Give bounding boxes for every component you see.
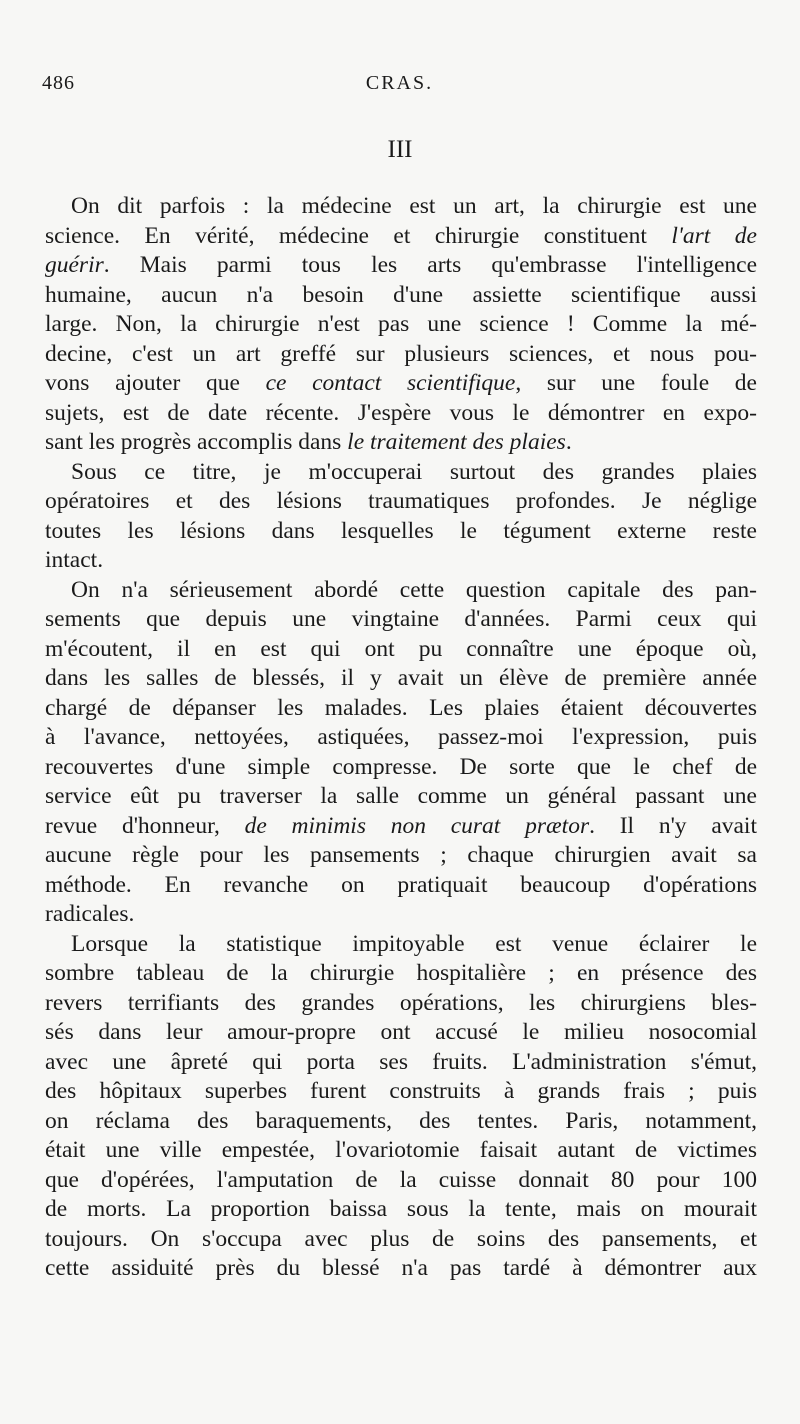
text-run: On dit parfois : la médecine est un art, la chirurgie est une [71,193,757,219]
running-head: CRAS. [365,72,434,94]
text-line [45,546,757,576]
text-run: était une ville empestée, l'ovariotomie faisait autant de victimes [45,1137,757,1163]
text-run: m'écoutent, il en est qui ont pu connaître une époque où, [45,635,757,662]
text-run: sant les progrès accomplis dans [45,429,348,455]
text-run: decine, c'est un art greffé sur plusieurs sciences, et nous pou- [45,340,757,367]
text-run: sombre tableau de la chirurgie hospitalière ; en présence des [45,960,757,986]
text-line [45,782,757,812]
text-run: toutes les lésions dans lesquelles le tégument externe reste [45,517,757,544]
text-line [45,753,757,783]
text-run: sements que depuis une vingtaine d'années. Parmi ceux qui [45,606,757,632]
text-line [45,1018,757,1048]
text-run: des hôpitaux superbes furent construits à grands frais ; puis [45,1078,757,1104]
page-number: 486 [42,72,75,94]
text-line [45,900,757,930]
text-line [45,812,757,842]
text-run: méthode. En revanche on pratiquait beaucoup d'opérations [45,871,757,898]
text-line [45,605,757,635]
text-run: toujours. On s'occupa avec plus de soins des pansements, et [45,1225,757,1252]
text-run: on réclama des baraquements, des tentes. Paris, notamment, [45,1107,757,1134]
section-title: III [387,136,413,163]
text-line [45,340,757,370]
text-line [45,723,757,753]
text-line [45,1077,757,1107]
text-run: aucune règle pour les pansements ; chaque chirurgien avait sa [45,842,757,868]
italic-run: l'art de [671,222,757,249]
text-run: sujets, est de date récente. J'espère vous le démontrer en expo- [45,399,757,426]
text-run: Lorsque la statistique impitoyable est venue éclairer le [71,930,757,957]
text-run: revue d'honneur, [45,812,245,839]
text-run: vons ajouter que [45,370,266,396]
text-line [45,841,757,871]
text-run: Sous ce titre, je m'occuperai surtout des grandes plaies [71,458,757,485]
text-run: dans les salles de blessés, il y avait un élève de première année [45,665,757,691]
text-line [45,1225,757,1255]
paragraph [45,930,757,1284]
text-run: . Il n'y avait [589,812,757,839]
italic-run: de minimis non curat prætor [244,812,590,839]
text-line [45,989,757,1019]
text-line [45,959,757,989]
text-run: chargé de dépanser les malades. Les plaies étaient découvertes [45,694,757,721]
italic-run: ce contact scientifique [265,370,516,396]
text-line [45,576,757,606]
text-line [45,222,757,252]
text-line [45,694,757,724]
text-line [45,1048,757,1078]
text-line [45,428,757,458]
text-run: radicales. [45,901,135,927]
text-line [45,635,757,665]
text-run: intact. [45,547,104,573]
text-line [45,458,757,488]
text-line [45,487,757,517]
text-line [45,1166,757,1196]
text-line [45,192,757,222]
text-line [45,310,757,340]
paragraph [45,192,757,458]
italic-run: le traitement des plaies [347,429,566,455]
text-run: avec une âpreté qui porta ses fruits. L'administration s'émut, [45,1048,757,1075]
text-line [45,399,757,429]
text-line [45,664,757,694]
text-line [45,517,757,547]
text-line [45,1195,757,1225]
paragraph [45,458,757,576]
text-run: sés dans leur amour-propre ont accusé le milieu nosocomial [45,1019,757,1045]
text-run: . Mais parmi tous les arts qu'embrasse l'intelligence [103,252,757,278]
italic-run: guérir [45,252,104,278]
text-run: large. Non, la chirurgie n'est pas une science ! Comme la mé- [45,311,757,337]
text-run: de morts. La proportion baissa sous la tente, mais on mourait [45,1196,757,1222]
text-run: recouvertes d'une simple compresse. De sorte que le chef de [45,753,757,780]
text-run: science. En vérité, médecine et chirurgie constituent [45,222,672,249]
paragraph [45,576,757,930]
text-run: , sur une foule de [515,370,757,396]
text-run: revers terrifiants des grandes opérations, les chirurgiens bles- [45,989,757,1016]
text-line [45,871,757,901]
text-run: que d'opérées, l'amputation de la cuisse donnait 80 pour 100 [45,1166,757,1193]
text-line [45,1136,757,1166]
text-line [45,251,757,281]
text-line [45,930,757,960]
text-run: On n'a sérieusement abordé cette question capitale des pan- [71,576,757,603]
text-line [45,281,757,311]
text-run: à l'avance, nettoyées, astiquées, passez-moi l'expression, puis [45,724,757,750]
text-run: . [565,429,572,455]
text-run: service eût pu traverser la salle comme un général passant une [45,783,757,809]
text-run: opératoires et des lésions traumatiques profondes. Je néglige [45,488,757,514]
body-text [45,192,757,1284]
text-line [45,369,757,399]
text-line [45,1254,757,1284]
text-line [45,1107,757,1137]
text-run: cette assiduité près du blessé n'a pas tardé à démontrer aux [45,1255,757,1281]
text-run: humaine, aucun n'a besoin d'une assiette scientifique aussi [45,281,757,308]
